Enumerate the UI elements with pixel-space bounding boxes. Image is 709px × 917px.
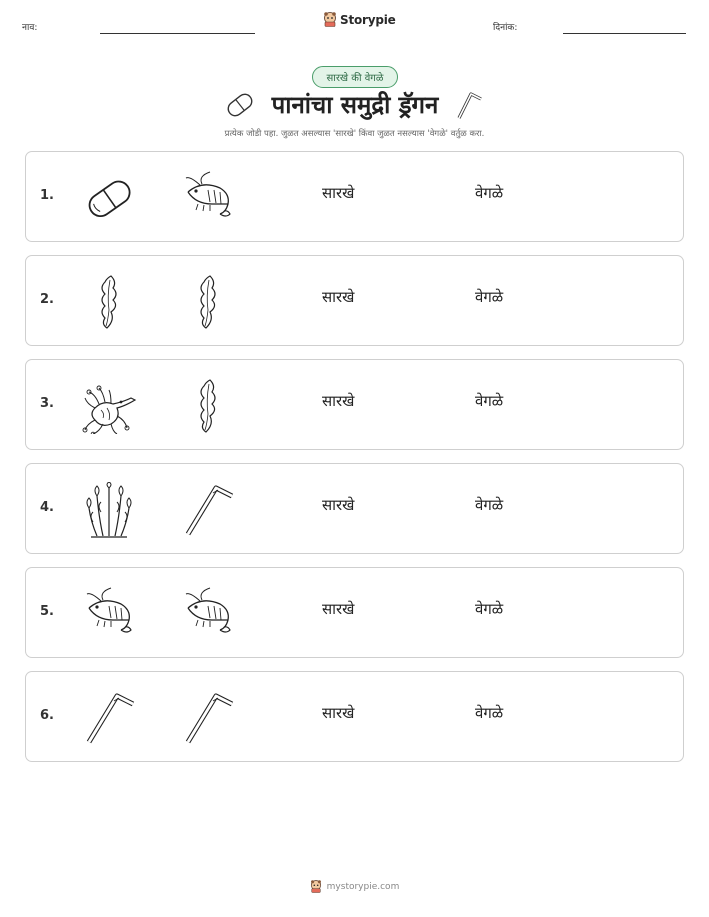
question-row: [25, 671, 684, 762]
question-number: 4.: [40, 500, 54, 515]
coral-icon: [81, 482, 137, 538]
question-row: [25, 359, 684, 450]
pill-icon: [81, 170, 137, 226]
shrimp-icon: [180, 170, 236, 226]
page-title: पानांचा समुद्री ड्रॅगन: [271, 91, 439, 119]
storypie-mascot-icon: [323, 12, 337, 27]
shrimp-icon: [81, 586, 137, 642]
different-option[interactable]: वेगळे: [475, 704, 504, 722]
straw-icon: [455, 90, 483, 124]
seaweed-icon: [81, 274, 137, 330]
straw-icon: [180, 482, 236, 538]
name-label: नाव:: [22, 23, 38, 33]
brand-name: Storypie: [340, 12, 396, 27]
same-option[interactable]: सारखे: [322, 704, 355, 722]
straw-icon: [81, 690, 137, 746]
different-option[interactable]: वेगळे: [475, 288, 504, 306]
same-option[interactable]: सारखे: [322, 288, 355, 306]
question-row: [25, 255, 684, 346]
question-row: [25, 567, 684, 658]
question-row: [25, 151, 684, 242]
instructions: प्रत्येक जोडी पहा. जुळत असल्यास 'सारखे' किंवा जुळत नसल्यास 'वेगळे' वर्तुळ करा.: [224, 129, 485, 139]
different-option[interactable]: वेगळे: [475, 184, 504, 202]
question-number: 2.: [40, 292, 54, 307]
footer-site: mystorypie.com: [326, 881, 400, 892]
seaweed-icon: [180, 378, 236, 434]
same-option[interactable]: सारखे: [322, 600, 355, 618]
brand-logo: [323, 12, 396, 27]
question-number: 1.: [40, 188, 54, 203]
different-option[interactable]: वेगळे: [475, 392, 504, 410]
same-option[interactable]: सारखे: [322, 392, 355, 410]
storypie-mascot-icon: [310, 880, 322, 893]
date-line[interactable]: [563, 33, 686, 34]
worksheet-type-badge: सारखे की वेगळे: [312, 66, 398, 88]
same-option[interactable]: सारखे: [322, 496, 355, 514]
question-number: 5.: [40, 604, 54, 619]
seaweed-icon: [180, 274, 236, 330]
question-number: 3.: [40, 396, 54, 411]
sea-dragon-icon: [81, 378, 137, 434]
same-option[interactable]: सारखे: [322, 184, 355, 202]
question-row: [25, 463, 684, 554]
different-option[interactable]: वेगळे: [475, 496, 504, 514]
shrimp-icon: [180, 586, 236, 642]
date-label: दिनांक:: [493, 23, 518, 33]
question-number: 6.: [40, 708, 54, 723]
footer: [0, 880, 709, 893]
name-line[interactable]: [100, 33, 255, 34]
different-option[interactable]: वेगळे: [475, 600, 504, 618]
straw-icon: [180, 690, 236, 746]
pill-icon: [225, 92, 255, 122]
